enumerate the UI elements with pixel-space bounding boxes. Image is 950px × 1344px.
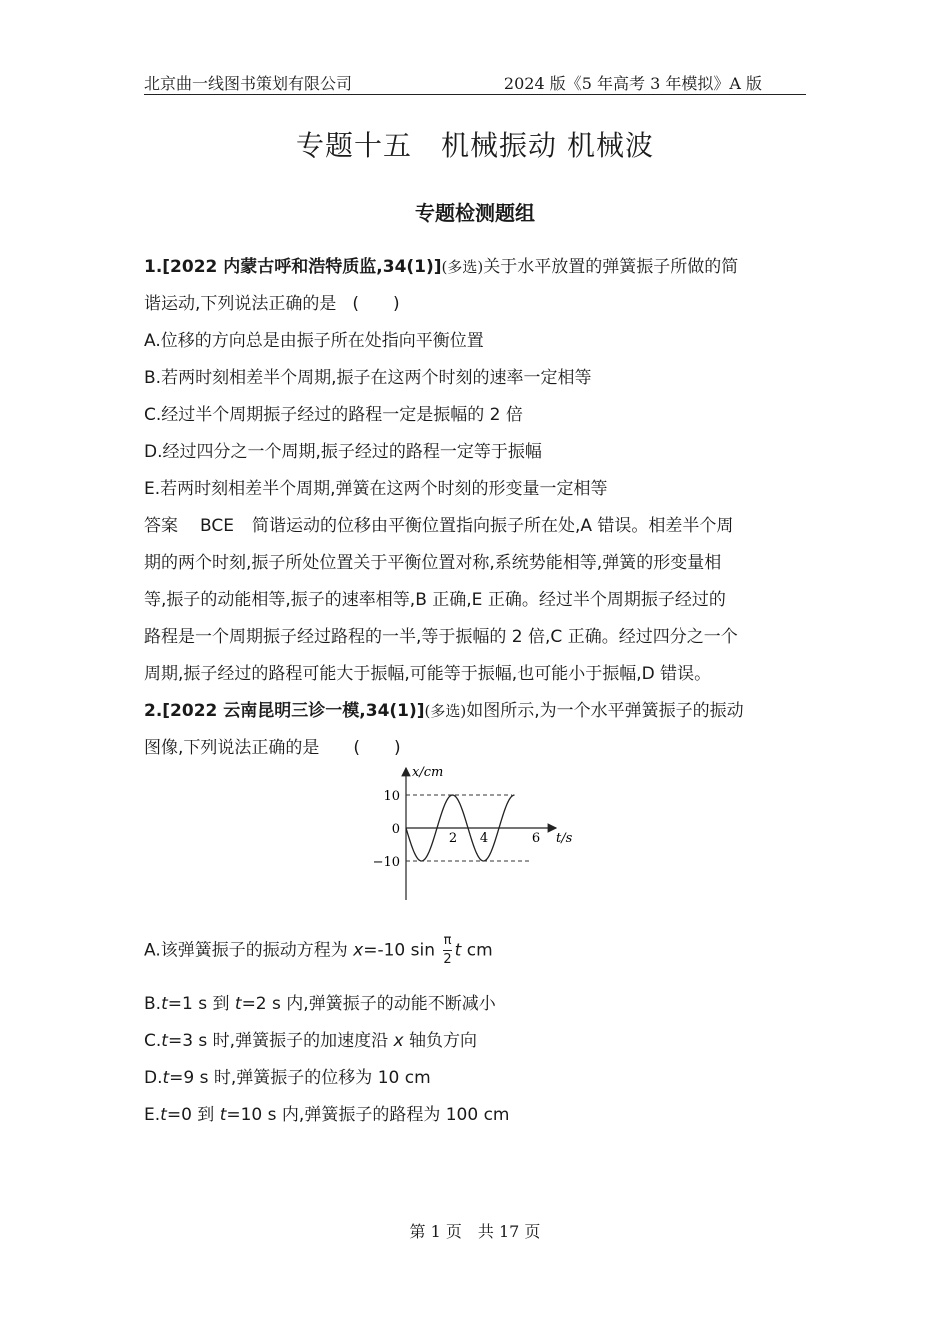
y-tick-10: 10 — [383, 789, 400, 804]
fraction-denominator: 2 — [443, 952, 452, 967]
answer-value: BCE — [200, 516, 234, 536]
answer-label: 答案 — [144, 516, 178, 536]
q1-stem-text2: 谐运动,下列说法正确的是 — [144, 294, 337, 314]
x-tick-6: 6 — [531, 831, 541, 846]
explain-line-1: 简谐运动的位移由平衡位置指向振子所在处,A 错误。相差半个周 — [251, 516, 734, 536]
q2-option-b — [144, 989, 808, 1014]
page-header — [144, 70, 806, 95]
y-tick-neg10: −10 — [372, 855, 400, 870]
q1-stem-line1 — [144, 252, 808, 277]
q2-stem-line1 — [144, 696, 808, 721]
q2-a-var-x: x — [353, 940, 364, 961]
q2-a-var-t: t — [454, 940, 462, 961]
q2-c-p1: C. — [144, 1031, 162, 1051]
y-axis-label: x/cm — [412, 765, 444, 780]
q1-option-c: C.经过半个周期振子经过的路程一定是振幅的 2 倍 — [144, 405, 523, 425]
q2-e-p1: E. — [144, 1105, 161, 1125]
q2-d-p2: =9 s 时,弹簧振子的位移为 10 cm — [169, 1068, 431, 1088]
explain-line-3: 等,振子的动能相等,振子的速率相等,B 正确,E 正确。经过半个周期振子经过的 — [144, 590, 726, 610]
q2-answer-blank: ( ) — [353, 738, 401, 758]
q2-option-d — [144, 1063, 808, 1088]
q2-b-v1: t — [161, 994, 168, 1014]
q2-e-v1: t — [160, 1105, 167, 1125]
x-tick-4: 4 — [479, 831, 489, 846]
section-subtitle: 专题检测题组 — [415, 201, 535, 225]
explain-line-4: 路程是一个周期振子经过路程的一半,等于振幅的 2 倍,C 正确。经过四分之一个 — [144, 627, 738, 647]
q2-stem-text2: 图像,下列说法正确的是 — [144, 738, 320, 758]
q1-option-a: A.位移的方向总是由振子所在处指向平衡位置 — [144, 331, 484, 351]
q2-option-a — [144, 932, 808, 969]
q2-stem-text1: 如图所示,为一个水平弹簧振子的振动 — [466, 701, 744, 721]
q2-d-p1: D. — [144, 1068, 163, 1088]
pi-over-2-fraction — [443, 932, 451, 969]
q2-a-unit: cm — [461, 940, 493, 961]
explain-line-2: 期的两个时刻,振子所处位置关于平衡位置对称,系统势能相等,弹簧的形变量相 — [144, 553, 722, 573]
q2-c-p3: 轴负方向 — [403, 1031, 477, 1051]
q2-option-c — [144, 1026, 808, 1051]
q2-e-p2: =0 到 — [166, 1105, 220, 1125]
vibration-graph-svg — [360, 760, 590, 905]
q1-option-b: B.若两时刻相差半个周期,振子在这两个时刻的速率一定相等 — [144, 368, 592, 388]
q2-b-p3: =2 s 内,弹簧振子的动能不断减小 — [241, 994, 496, 1014]
q1-option-d: D.经过四分之一个周期,振子经过的路程一定等于振幅 — [144, 442, 542, 462]
fraction-numerator: π — [443, 933, 452, 948]
q2-b-p2: =1 s 到 — [167, 994, 235, 1014]
q1-answer-line — [144, 511, 808, 536]
q2-tag: (多选) — [424, 702, 467, 720]
q2-e-v2: t — [219, 1105, 227, 1125]
q1-stem-line2 — [144, 289, 808, 314]
q2-a-sin: =-10 sin — [363, 940, 441, 961]
q2-c-v1: t — [161, 1031, 168, 1051]
q1-option-e: E.若两时刻相差半个周期,弹簧在这两个时刻的形变量一定相等 — [144, 479, 608, 499]
q2-option-e — [144, 1100, 808, 1125]
q1-stem-text1: 关于水平放置的弹簧振子所做的简 — [483, 257, 739, 277]
q2-c-p2: =3 s 时,弹簧振子的加速度沿 — [167, 1031, 394, 1051]
page-footer: 第 1 页 共 17 页 — [409, 1222, 541, 1241]
q2-d-v1: t — [162, 1068, 170, 1088]
q2-a-text: A.该弹簧振子的振动方程为 — [144, 940, 354, 961]
q2-b-p1: B. — [144, 994, 162, 1014]
q2-number: 2.[2022 云南昆明三诊一模,34(1)] — [144, 701, 425, 721]
page-title: 专题十五 机械振动 机械波 — [296, 129, 654, 162]
q1-answer-blank: ( ) — [352, 294, 400, 314]
q2-b-v2: t — [234, 994, 242, 1014]
x-tick-2: 2 — [448, 831, 458, 846]
q2-c-v2: x — [393, 1031, 404, 1051]
explain-line-5: 周期,振子经过的路程可能大于振幅,可能等于振幅,也可能小于振幅,D 错误。 — [144, 664, 712, 684]
q1-tag: (多选) — [441, 258, 484, 276]
q2-stem-line2 — [144, 733, 808, 758]
q1-number: 1.[2022 内蒙古呼和浩特质监,34(1)] — [144, 257, 442, 277]
y-tick-0: 0 — [391, 822, 400, 837]
header-edition: 2024 版《5 年高考 3 年模拟》A 版 — [503, 74, 762, 93]
x-axis-label: t/s — [556, 831, 573, 846]
header-publisher: 北京曲一线图书策划有限公司 — [144, 74, 353, 93]
q2-e-p3: =10 s 内,弹簧振子的路程为 100 cm — [226, 1105, 510, 1125]
vibration-graph — [360, 760, 590, 905]
